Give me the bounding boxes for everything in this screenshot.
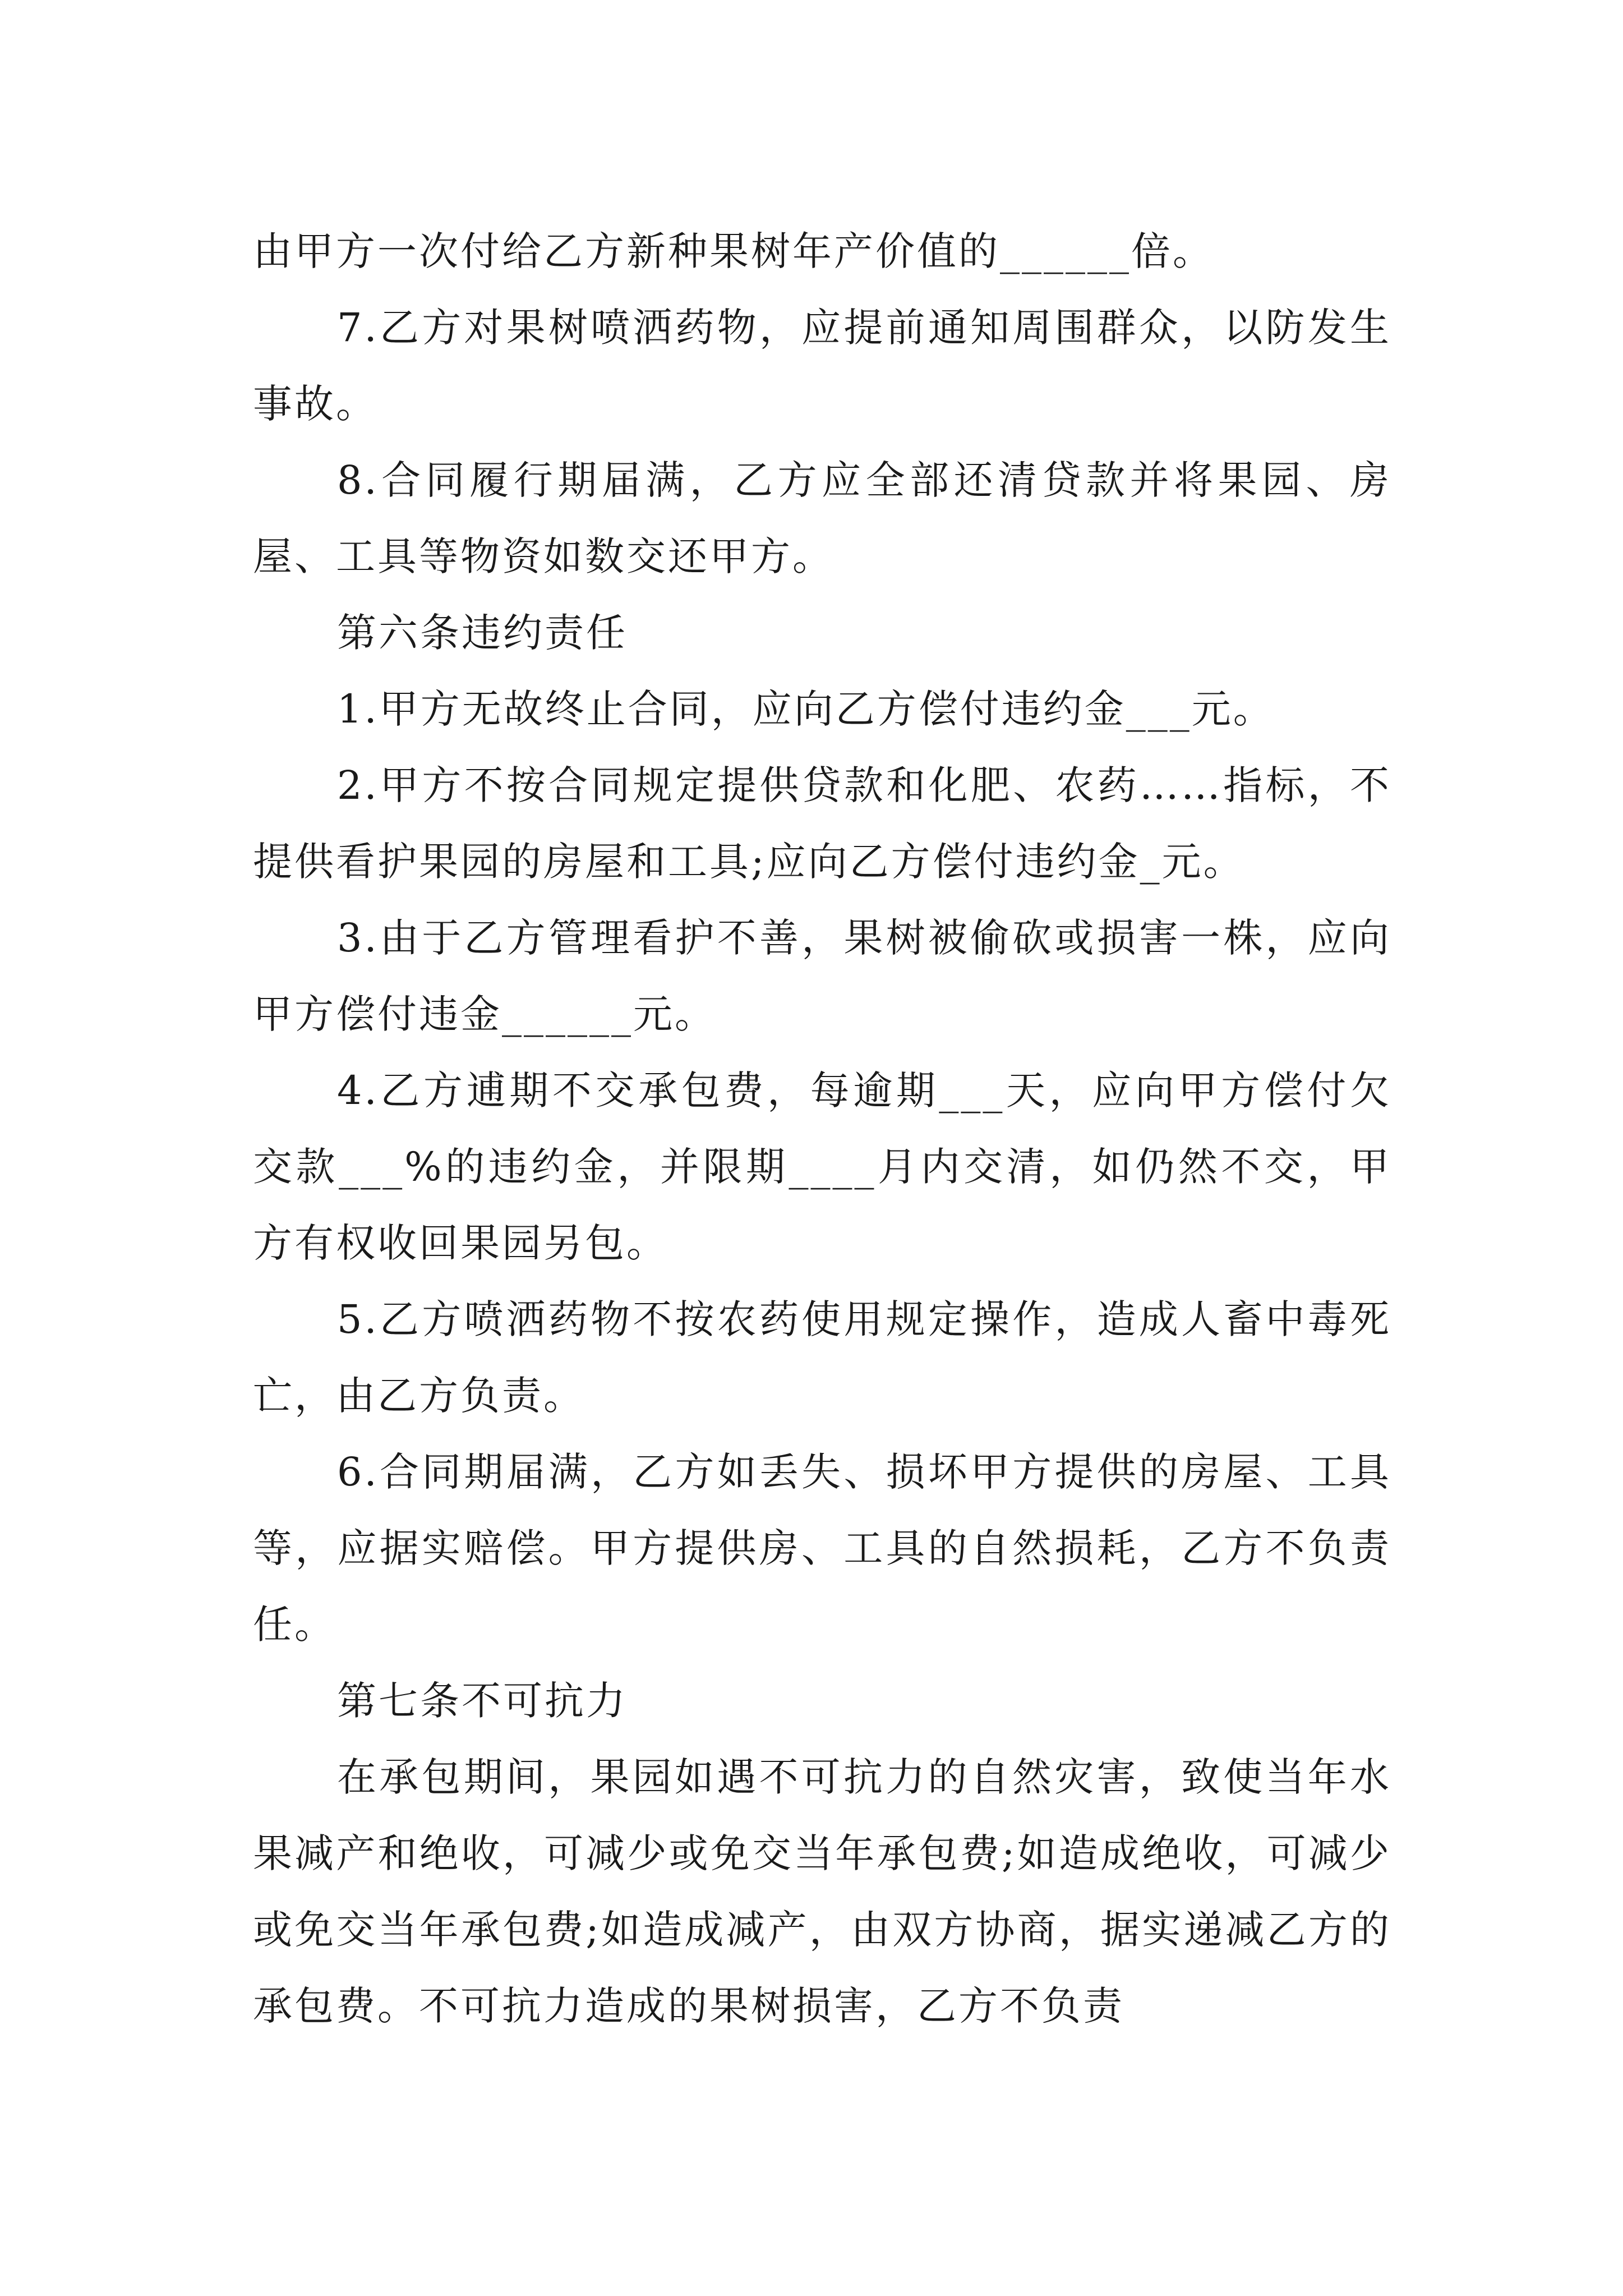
document-body [253,213,1391,2044]
section-heading-article-6: 第六条违约责任 [337,610,628,656]
section-heading-article-7: 第七条不可抗力 [337,1678,628,1724]
liability-item-2: 2.甲方不按合同规定提供贷款和化肥、农药……指标，不提供看护果园的房屋和工具;应向乙方偿付违约金_元。 [253,762,1391,885]
liability-item-5: 5.乙方喷洒药物不按农药使用规定操作，造成人畜中毒死亡，由乙方负责。 [253,1296,1391,1419]
liability-item-4: 4.乙方逋期不交承包费，每逾期___天，应向甲方偿付欠交款___%的违约金，并限期____月内交清，如仍然不交，甲方有权收回果园另包。 [253,1068,1391,1266]
clause-item-7: 7.乙方对果树喷洒药物，应提前通知周围群众，以防发生事故。 [253,305,1391,427]
liability-item-3: 3.由于乙方管理看护不善，果树被偷砍或损害一株，应向甲方偿付违金______元。 [253,915,1391,1037]
paragraph-continuation: 由甲方一次付给乙方新种果树年产价值的______倍。 [253,228,1214,274]
liability-item-1: 1.甲方无故终止合同，应向乙方偿付违约金___元。 [337,686,1275,732]
liability-item-6: 6.合同期届满，乙方如丢失、损坏甲方提供的房屋、工具等，应据实赔偿。甲方提供房、工具的自然损耗，乙方不负责任。 [253,1449,1391,1648]
clause-item-8: 8.合同履行期届满，乙方应全部还清贷款并将果园、房屋、工具等物资如数交还甲方。 [253,457,1391,579]
force-majeure-paragraph: 在承包期间，果园如遇不可抗力的自然灾害，致使当年水果减产和绝收，可减少或免交当年承包费;如造成绝收，可减少或免交当年承包费;如造成减产，由双方协商，据实递减乙方的承包费。不可抗力造成的果树损害，乙方不负责 [253,1754,1391,2029]
